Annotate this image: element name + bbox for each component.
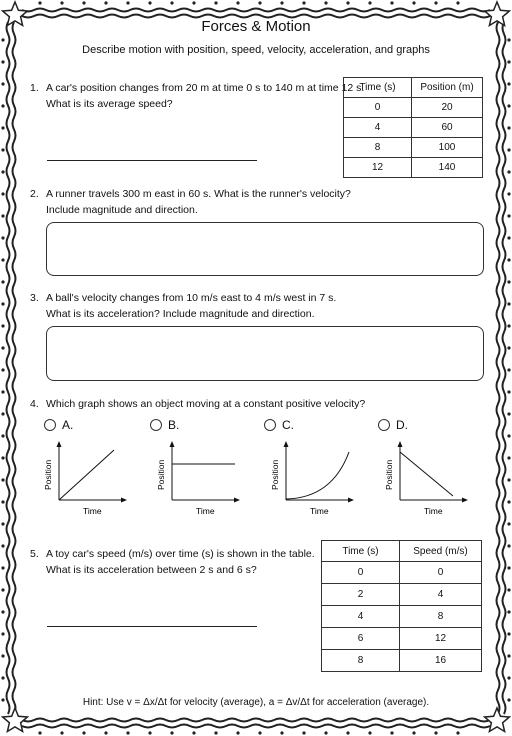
border-dot [1, 302, 4, 305]
border-dot [1, 258, 4, 261]
border-dot [1, 390, 4, 393]
table-cell: 6 [322, 628, 400, 650]
graph-d-xlabel: Time [424, 506, 443, 516]
border-dot [1, 82, 4, 85]
table-cell: 0 [322, 562, 400, 584]
border-dot [60, 1, 63, 4]
border-dot [507, 214, 510, 217]
border-dot [1, 192, 4, 195]
graph-c-curve [286, 452, 349, 499]
border-dot [507, 346, 510, 349]
table-cell: 8 [322, 650, 400, 672]
table-row [344, 118, 483, 138]
table-header: Time (s) [344, 78, 412, 98]
hint-text: Hint: Use v = Δx/Δt for velocity (average), a = Δv/Δt for acceleration (average). [82, 697, 430, 708]
page-title: Forces & Motion [201, 18, 311, 35]
table-cell: 60 [412, 118, 483, 138]
border-dot [126, 1, 129, 4]
border-dot [1, 544, 4, 547]
border-dot [434, 1, 437, 4]
border-dot [1, 148, 4, 151]
table-row [344, 158, 483, 178]
border-dot [192, 1, 195, 4]
question-5-text-2: What is its acceleration between 2 s and 6 s? [46, 564, 257, 576]
border-dot [1, 280, 4, 283]
border-dot [507, 148, 510, 151]
graph-b [153, 440, 253, 522]
question-3 [30, 290, 336, 322]
border-dot [456, 731, 459, 734]
border-dot [1, 456, 4, 459]
border-dot [214, 1, 217, 4]
border-dot [280, 731, 283, 734]
border-dot [507, 632, 510, 635]
graph-d-curve [400, 452, 453, 496]
question-2-number: 2. [30, 188, 39, 200]
question-5-number: 5. [30, 548, 39, 560]
border-dot [1, 38, 4, 41]
border-dot [104, 1, 107, 4]
question-2-text-1: A runner travels 300 m east in 60 s. What is the runner's velocity? [46, 188, 351, 200]
border-dot [60, 731, 63, 734]
question-4-number: 4. [30, 398, 39, 410]
border-dot [236, 731, 239, 734]
question-3-text-1: A ball's velocity changes from 10 m/s east to 4 m/s west in 7 s. [46, 292, 337, 304]
table-header: Speed (m/s) [400, 541, 482, 562]
border-dot [324, 731, 327, 734]
radio-option-d[interactable] [378, 419, 390, 431]
border-dot [507, 324, 510, 327]
question-1-number: 1. [30, 82, 39, 94]
table-cell: 16 [400, 650, 482, 672]
border-dot [1, 588, 4, 591]
border-dot [507, 280, 510, 283]
answer-box-2[interactable] [46, 222, 484, 276]
question-4 [30, 396, 365, 412]
border-wave [22, 725, 490, 728]
question-2-text-2: Include magnitude and direction. [46, 204, 198, 216]
question-4-text-1: Which graph shows an object moving at a constant positive velocity? [46, 398, 366, 410]
border-dot [507, 126, 510, 129]
border-dot [126, 731, 129, 734]
border-dot [1, 676, 4, 679]
border-dot [324, 1, 327, 4]
table-cell: 8 [400, 606, 482, 628]
border-dot [507, 236, 510, 239]
graph-a [40, 440, 140, 522]
border-dot [507, 500, 510, 503]
border-dot [412, 1, 415, 4]
border-dot [507, 676, 510, 679]
border-dot [368, 731, 371, 734]
border-dot [507, 104, 510, 107]
table-cell: 4 [344, 118, 412, 138]
border-wave [497, 22, 500, 714]
border-dot [236, 1, 239, 4]
table-row [344, 138, 483, 158]
border-dot [507, 456, 510, 459]
radio-option-c[interactable] [264, 419, 276, 431]
graph-a-ylabel: Position [43, 459, 53, 490]
table-row [322, 562, 482, 584]
border-dot [507, 192, 510, 195]
border-dot [1, 104, 4, 107]
border-dot [434, 731, 437, 734]
graph-c-ylabel: Position [270, 459, 280, 490]
border-dot [258, 1, 261, 4]
border-dot [507, 588, 510, 591]
table-cell: 20 [412, 98, 483, 118]
border-wave [13, 22, 16, 714]
border-dot [507, 478, 510, 481]
border-dot [1, 478, 4, 481]
table-cell: 140 [412, 158, 483, 178]
border-dot [104, 731, 107, 734]
border-dot [346, 1, 349, 4]
table-row [322, 606, 482, 628]
graph-d-ylabel: Position [384, 459, 394, 490]
border-dot [507, 38, 510, 41]
answer-line-5[interactable] [47, 626, 257, 627]
border-dot [170, 731, 173, 734]
graph-d [381, 440, 481, 522]
graph-c [267, 440, 367, 522]
table-header: Position (m) [412, 78, 483, 98]
border-dot [507, 610, 510, 613]
border-wave [503, 22, 506, 714]
border-dot [302, 731, 305, 734]
border-dot [1, 324, 4, 327]
table-row [322, 584, 482, 606]
border-dot [1, 368, 4, 371]
border-dot [38, 1, 41, 4]
border-dot [1, 214, 4, 217]
border-dot [507, 60, 510, 63]
border-dot [507, 434, 510, 437]
table-cell: 2 [322, 584, 400, 606]
border-dot [192, 731, 195, 734]
border-dot [280, 1, 283, 4]
border-dot [1, 60, 4, 63]
answer-line-1[interactable] [47, 160, 257, 161]
border-dot [1, 434, 4, 437]
border-dot [1, 500, 4, 503]
question-5-text-1: A toy car's speed (m/s) over time (s) is shown in the table. [46, 548, 315, 560]
border-dot [1, 412, 4, 415]
border-dot [302, 1, 305, 4]
border-dot [82, 1, 85, 4]
table-cell: 8 [344, 138, 412, 158]
table-cell: 12 [400, 628, 482, 650]
graph-b-xlabel: Time [196, 506, 215, 516]
border-dot [507, 522, 510, 525]
table-row [344, 98, 483, 118]
question-2 [30, 186, 351, 218]
border-dot [507, 390, 510, 393]
table-cell: 12 [344, 158, 412, 178]
table-cell: 0 [400, 562, 482, 584]
border-dot [1, 610, 4, 613]
border-dot [507, 82, 510, 85]
question-3-number: 3. [30, 292, 39, 304]
table-cell: 4 [322, 606, 400, 628]
question-1-text-1: A car's position changes from 20 m at time 0 s to 140 m at time 12 s. [46, 82, 365, 94]
border-dot [258, 731, 261, 734]
position-table [343, 77, 483, 178]
border-dot [170, 1, 173, 4]
border-dot [1, 346, 4, 349]
border-dot [1, 632, 4, 635]
graph-a-curve [59, 450, 114, 500]
border-dot [1, 654, 4, 657]
border-dot [148, 731, 151, 734]
border-dot [507, 412, 510, 415]
border-wave [22, 9, 490, 12]
border-dot [1, 522, 4, 525]
table-row [322, 650, 482, 672]
table-cell: 4 [400, 584, 482, 606]
border-dot [507, 302, 510, 305]
border-dot [507, 654, 510, 657]
border-dot [1, 170, 4, 173]
border-dot [148, 1, 151, 4]
option-a-label: A. [62, 418, 74, 432]
table-cell: 0 [344, 98, 412, 118]
border-dot [507, 544, 510, 547]
border-dot [214, 731, 217, 734]
speed-table [321, 540, 482, 672]
graph-a-xlabel: Time [83, 506, 102, 516]
border-dot [507, 258, 510, 261]
border-dot [1, 566, 4, 569]
border-dot [456, 1, 459, 4]
border-dot [368, 1, 371, 4]
border-dot [1, 236, 4, 239]
table-row [322, 628, 482, 650]
page-subtitle: Describe motion with position, speed, velocity, acceleration, and graphs [82, 44, 430, 56]
option-a[interactable] [44, 418, 73, 432]
border-dot [38, 731, 41, 734]
question-5 [30, 546, 315, 578]
border-dot [390, 1, 393, 4]
border-dot [1, 126, 4, 129]
question-1 [30, 80, 364, 112]
border-dot [412, 731, 415, 734]
border-dot [390, 731, 393, 734]
border-dot [507, 566, 510, 569]
answer-box-3[interactable] [46, 326, 484, 381]
border-dot [82, 731, 85, 734]
border-dot [346, 731, 349, 734]
graph-c-xlabel: Time [310, 506, 329, 516]
question-3-text-2: What is its acceleration? Include magnitude and direction. [46, 308, 315, 320]
border-dot [507, 368, 510, 371]
radio-option-b[interactable] [150, 419, 162, 431]
star-icon [3, 708, 28, 732]
option-c[interactable] [264, 418, 294, 432]
border-wave [22, 719, 490, 722]
table-header: Time (s) [322, 541, 400, 562]
option-d-label: D. [396, 418, 408, 432]
option-c-label: C. [282, 418, 294, 432]
question-1-text-2: What is its average speed? [46, 98, 173, 110]
graph-b-ylabel: Position [156, 459, 166, 490]
border-wave [7, 22, 10, 714]
border-dot [507, 170, 510, 173]
option-b[interactable] [150, 418, 179, 432]
table-cell: 100 [412, 138, 483, 158]
radio-option-a[interactable] [44, 419, 56, 431]
option-b-label: B. [168, 418, 180, 432]
option-d[interactable] [378, 418, 408, 432]
